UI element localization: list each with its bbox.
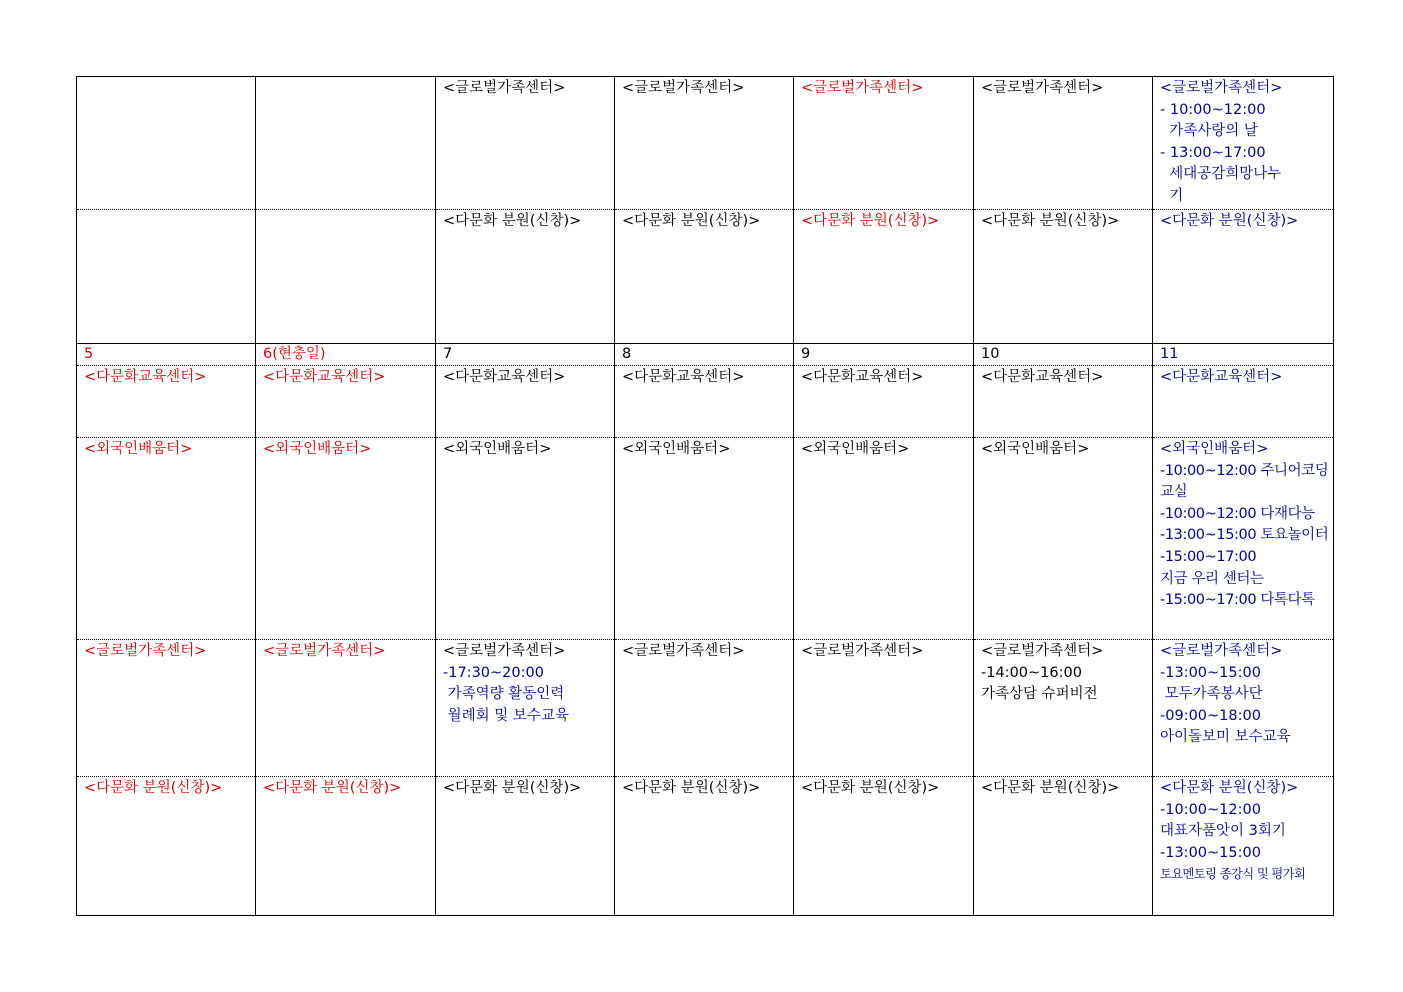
cell-text-line: 기 <box>1160 187 1184 204</box>
cell-text-line: <다문화 분원(신창)> <box>443 213 582 229</box>
cell-text-line: 지금 우리 센터는 <box>1160 570 1264 587</box>
cell-text-line: - 10:00~12:00 <box>1160 101 1266 118</box>
cell-text-line: <다문화 분원(신창)> <box>622 780 761 796</box>
calendar-cell <box>77 640 256 777</box>
calendar-row-foreigner-learning <box>77 438 1334 640</box>
calendar-cell <box>974 344 1153 366</box>
cell-text-line: - 13:00~17:00 <box>1160 144 1266 161</box>
cell-text-line: <다문화 분원(신창)> <box>801 213 940 229</box>
calendar-cell <box>1153 77 1334 210</box>
cell-text-line: <글로벌가족센터> <box>622 643 745 659</box>
calendar-cell <box>974 366 1153 438</box>
cell-text-line: 가족상담 슈퍼비전 <box>981 686 1098 703</box>
cell-text-line: <다문화 분원(신창)> <box>1160 213 1299 229</box>
calendar-cell <box>256 640 436 777</box>
cell-text-line: <다문화교육센터> <box>263 369 386 385</box>
calendar-cell <box>256 210 436 344</box>
cell-text-line: <다문화 분원(신창)> <box>263 780 402 796</box>
cell-text-line: <외국인배움터> <box>622 441 731 457</box>
calendar-cell <box>794 438 974 640</box>
calendar-cell <box>436 366 615 438</box>
day-number: 8 <box>622 346 632 362</box>
calendar-cell <box>974 438 1153 640</box>
calendar-cell <box>615 438 794 640</box>
calendar-cell <box>1153 438 1334 640</box>
cell-text-line: 월례회 및 보수교육 <box>443 707 569 724</box>
day-number: 11 <box>1160 346 1179 362</box>
calendar-cell <box>77 344 256 366</box>
cell-text-line: -09:00~18:00 <box>1160 707 1261 724</box>
calendar-cell <box>794 77 974 210</box>
calendar-cell <box>77 210 256 344</box>
cell-text-line: <글로벌가족센터> <box>443 80 566 96</box>
cell-text-line: <외국인배움터> <box>801 441 910 457</box>
calendar-cell <box>974 640 1153 777</box>
cell-text-line: <글로벌가족센터> <box>981 643 1104 659</box>
cell-text-line: <글로벌가족센터> <box>1160 643 1283 659</box>
calendar-row-global-family <box>77 640 1334 777</box>
cell-text-line: <글로벌가족센터> <box>801 80 924 96</box>
cell-text-line: 모두가족봉사단 <box>1160 686 1263 703</box>
day-number: 10 <box>981 346 1000 362</box>
day-number: 9 <box>801 346 811 362</box>
calendar-cell <box>615 344 794 366</box>
calendar-cell <box>794 640 974 777</box>
calendar-row-prev-multicultural-branch <box>77 210 1334 344</box>
cell-text-line: 세대공감희망나누 <box>1160 166 1282 183</box>
calendar-cell <box>77 777 256 916</box>
calendar-cell <box>256 77 436 210</box>
cell-text-line: -14:00~16:00 <box>981 664 1082 681</box>
calendar-cell <box>794 366 974 438</box>
cell-text-line: -13:00~15:00 <box>1160 664 1261 681</box>
calendar-cell <box>77 366 256 438</box>
day-number: 7 <box>443 346 453 362</box>
cell-text-line: <글로벌가족센터> <box>981 80 1104 96</box>
calendar-cell <box>1153 210 1334 344</box>
calendar-cell <box>256 366 436 438</box>
cell-text-line: <다문화교육센터> <box>443 369 566 385</box>
calendar-row-multicultural-education <box>77 366 1334 438</box>
cell-text-line: -10:00~12:00 <box>1160 801 1261 818</box>
cell-text-line: <다문화 분원(신창)> <box>622 213 761 229</box>
calendar-cell <box>1153 777 1334 916</box>
cell-text-line: -17:30~20:00 <box>443 664 544 681</box>
cell-text-line: <글로벌가족센터> <box>1160 80 1283 96</box>
cell-text-line: <글로벌가족센터> <box>443 643 566 659</box>
cell-text-line: <다문화 분원(신창)> <box>981 213 1120 229</box>
calendar-cell <box>1153 344 1334 366</box>
cell-text-line: <외국인배움터> <box>981 441 1090 457</box>
cell-text-line: -13:00~15:00 토요놀이터 <box>1160 527 1329 544</box>
calendar-cell <box>615 210 794 344</box>
calendar-cell <box>436 77 615 210</box>
cell-text-line: 아이돌보미 보수교육 <box>1160 729 1291 746</box>
cell-text-line: 가족사랑의 날 <box>1160 123 1258 140</box>
day-number: 5 <box>84 346 94 362</box>
calendar-cell <box>615 777 794 916</box>
cell-text-line: 토요멘토링 종강식 및 평가회 <box>1160 867 1306 882</box>
calendar-cell <box>615 640 794 777</box>
calendar-cell <box>77 438 256 640</box>
cell-text-line: <다문화교육센터> <box>801 369 924 385</box>
cell-text-line: -10:00~12:00 다재다능 <box>1160 505 1315 522</box>
calendar-cell <box>256 344 436 366</box>
calendar-row-multicultural-branch <box>77 777 1334 916</box>
cell-text-line: <외국인배움터> <box>263 441 372 457</box>
calendar-cell <box>974 777 1153 916</box>
cell-text-line: 교실 <box>1160 484 1188 501</box>
cell-text-line: -15:00~17:00 <box>1160 548 1257 565</box>
calendar-cell <box>615 77 794 210</box>
cell-text-line: <다문화 분원(신창)> <box>981 780 1120 796</box>
calendar-row-prev-global-family <box>77 77 1334 210</box>
calendar-cell <box>794 777 974 916</box>
calendar-table <box>76 76 1334 916</box>
cell-text-line: <글로벌가족센터> <box>801 643 924 659</box>
calendar-cell <box>794 210 974 344</box>
cell-text-line: <글로벌가족센터> <box>84 643 207 659</box>
cell-text-line: <글로벌가족센터> <box>622 80 745 96</box>
cell-text-line: <글로벌가족센터> <box>263 643 386 659</box>
cell-text-line: <다문화 분원(신창)> <box>801 780 940 796</box>
cell-text-line: 대표자품앗이 3회기 <box>1160 823 1286 840</box>
calendar-cell <box>436 344 615 366</box>
calendar-cell <box>436 640 615 777</box>
cell-text-line: -10:00~12:00 주니어코딩 <box>1160 462 1329 479</box>
calendar-cell <box>436 777 615 916</box>
calendar-cell <box>436 438 615 640</box>
cell-text-line: 가족역량 활동인력 <box>443 686 565 703</box>
cell-text-line: <외국인배움터> <box>443 441 552 457</box>
calendar-cell <box>256 438 436 640</box>
cell-text-line: <외국인배움터> <box>1160 441 1269 457</box>
cell-text-line: <다문화 분원(신창)> <box>84 780 223 796</box>
cell-text-line: <다문화교육센터> <box>622 369 745 385</box>
calendar-cell <box>1153 640 1334 777</box>
cell-text-line: <다문화교육센터> <box>981 369 1104 385</box>
cell-text-line: <다문화 분원(신창)> <box>1160 780 1299 796</box>
cell-text-line: -15:00~17:00 다톡다톡 <box>1160 592 1315 609</box>
cell-text-line: <다문화교육센터> <box>1160 369 1283 385</box>
calendar-row-day-numbers <box>77 344 1334 366</box>
calendar-cell <box>1153 366 1334 438</box>
calendar-cell <box>436 210 615 344</box>
calendar-cell <box>77 77 256 210</box>
calendar-cell <box>794 344 974 366</box>
calendar-cell <box>615 366 794 438</box>
cell-text-line: <다문화교육센터> <box>84 369 207 385</box>
cell-text-line: -13:00~15:00 <box>1160 844 1261 861</box>
calendar-cell <box>974 77 1153 210</box>
cell-text-line: <다문화 분원(신창)> <box>443 780 582 796</box>
calendar-cell <box>256 777 436 916</box>
calendar-cell <box>974 210 1153 344</box>
day-number: 6(현충일) <box>263 346 326 362</box>
cell-text-line: <외국인배움터> <box>84 441 193 457</box>
